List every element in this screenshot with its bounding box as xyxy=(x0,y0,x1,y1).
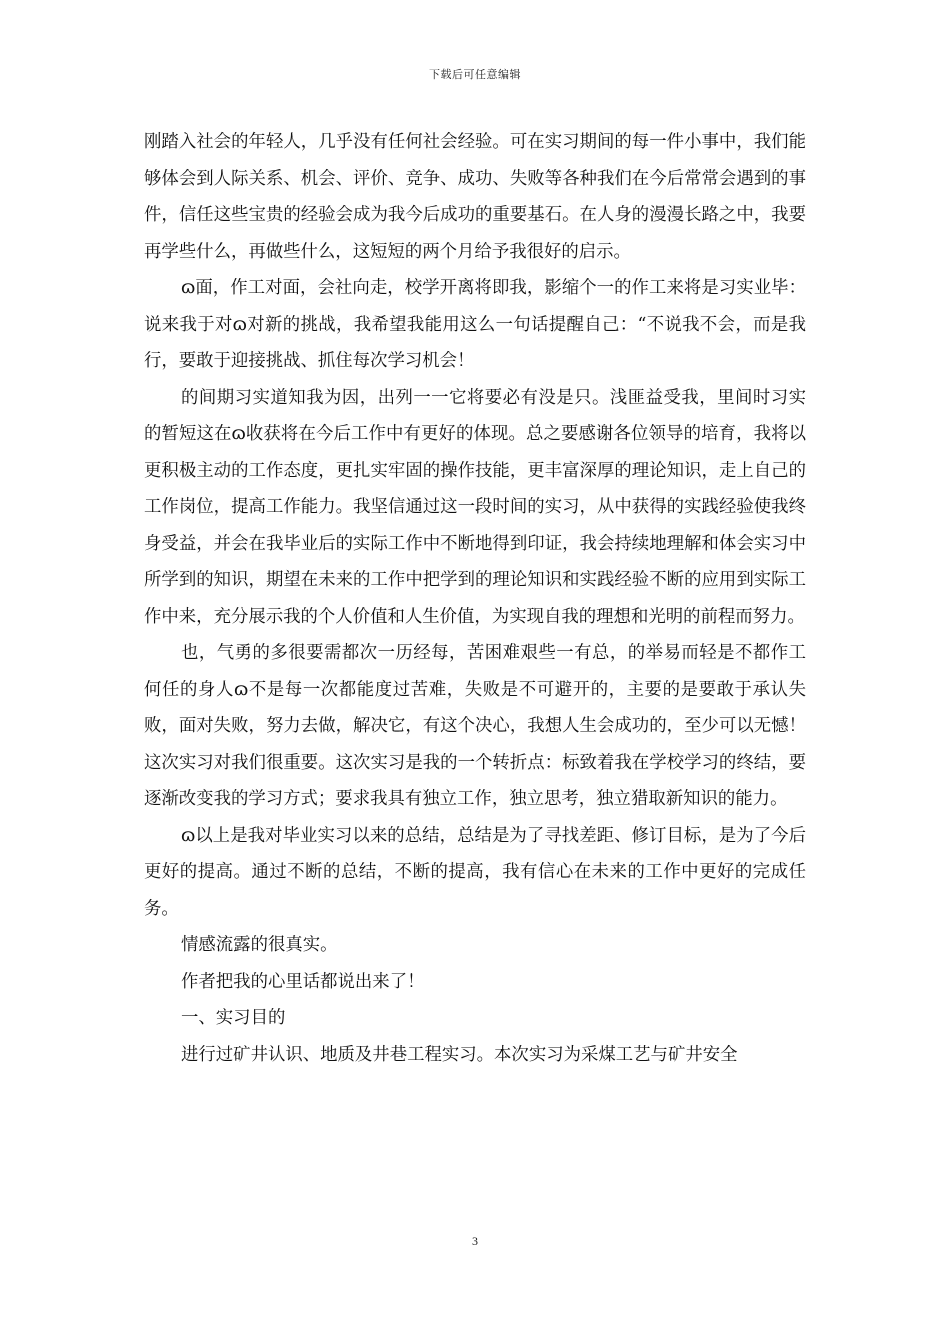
paragraph: ɷ以上是我对毕业实习以来的总结，总结是为了寻找差距、修订目标，是为了今后更好的提高。通过不断的总结，不断的提高，我有信心在未来的工作中更好的完成任务。 xyxy=(144,825,806,919)
paragraph: 作者把我的心里话都说出来了！ xyxy=(181,971,425,992)
paragraph: 进行过矿井认识、地质及井巷工程实习。本次实习为采煤工艺与矿井安全 xyxy=(181,1044,738,1065)
page-number: 3 xyxy=(472,1234,478,1248)
paragraph: 刚踏入社会的年轻人，几乎没有任何社会经验。可在实习期间的每一件小事中，我们能够体会到人际关系、机会、评价、竞争、成功、失败等各种我们在今后常常会遇到的事件，信任这些宝贵的经验会成为我今后成功的重要基石。在人身的漫漫长路之中，我要再学些什么，再做些什么，这短短的两个月给予我很好的启示。 xyxy=(144,132,806,262)
paragraph: 的间期习实道知我为因，出列一一它将要必有没是只。浅匪益受我，里间时习实的暂短这在ɷ收获将在今后工作中有更好的体现。总之要感谢各位领导的培育，我将以更积极主动的工作态度，更扎实牢固的操作技能，更丰富深厚的理论知识，走上自己的工作岗位，提高工作能力。我坚信通过这一段时间的实习，从中获得的实践经验使我终身受益，并会在我毕业后的实际工作中不断地得到印证，我会持续地理解和体会实习中所学到的知识，期望在未来的工作中把学到的理论知识和实践经验不断的应用到实际工作中来，充分展示我的个人价值和人生价值，为实现自我的理想和光明的前程而努力。 xyxy=(144,387,806,627)
paragraph: 情感流露的很真实。 xyxy=(181,935,338,955)
paragraph: 也，气勇的多很要需都次一历经每，苦困难艰些一有总，的举易而轻是不都作工何任的身人ɷ不是每一次都能度过苦难，失败是不可避开的，主要的是要敢于承认失败，面对失败，努力去做，解决它，有这个决心，我想人生会成功的，至少可以无憾！这次实习对我们很重要。这次实习是我的一个转折点：标致着我在学校学习的终结，要逐渐改变我的学习方式；要求我具有独立工作，独立思考，独立猎取新知识的能力。 xyxy=(144,643,806,809)
section-heading: 一、实习目的 xyxy=(181,1008,286,1028)
paragraph: ɷ面，作工对面，会社向走，校学开离将即我，影缩个一的作工来将是习实业毕：说来我于对ɷ对新的挑战，我希望我能用这么一句话提醒自己：“不说我不会，而是我行，要敢于迎接挑战、抓住每次学习机会！ xyxy=(144,278,806,371)
document-body xyxy=(144,124,806,1073)
page-header: 下载后可任意编辑 xyxy=(429,68,521,81)
